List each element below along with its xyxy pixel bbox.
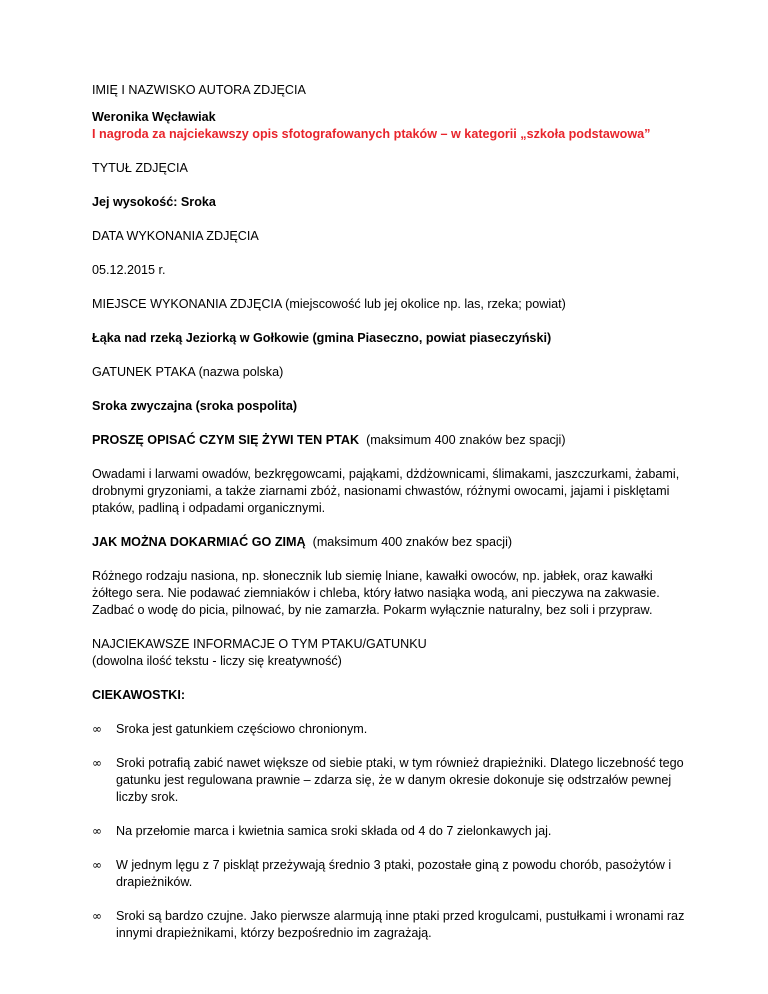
author-block <box>92 109 692 143</box>
curiosity-text: Sroki potrafią zabić nawet większe od siebie ptaki, w tym również drapieżniki. Dlatego liczebność tego gatunku jest regulowana prawnie – zdarza się, że w danym okresie dokonuje się odstrzałów pewnej liczby srok. <box>116 756 684 804</box>
infinity-bullet-icon: ∞ <box>92 824 102 838</box>
info-heading-line2: (dowolna ilość tekstu - liczy się kreatywność) <box>92 654 342 668</box>
document-body <box>92 82 692 959</box>
curiosities-list <box>92 721 692 942</box>
list-item <box>92 908 692 942</box>
species-heading: GATUNEK PTAKA (nazwa polska) <box>92 365 284 379</box>
title-heading: TYTUŁ ZDJĘCIA <box>92 161 188 175</box>
date-value: 05.12.2015 r. <box>92 263 166 277</box>
info-heading-line1: NAJCIEKAWSZE INFORMACJE O TYM PTAKU/GATUNKU <box>92 637 427 651</box>
infinity-bullet-icon: ∞ <box>92 756 102 770</box>
feed-text: Różnego rodzaju nasiona, np. słonecznik lub siemię lniane, kawałki owoców, np. jabłek, oraz kawałki żółtego sera. Nie podawać ziemniaków i chleba, który łatwo nasiąka wodą, ani pieczywa na zakwasie. Zadbać o wodę do picia, pilnować, by nie zamarzła. Pokarm wyłącznie naturalny, bez soli i przypraw. <box>92 569 660 617</box>
list-item <box>92 721 692 738</box>
list-item <box>92 823 692 840</box>
curiosity-text: Sroka jest gatunkiem częściowo chronionym. <box>116 722 368 736</box>
species-value: Sroka zwyczajna (sroka pospolita) <box>92 399 298 413</box>
date-heading: DATA WYKONANIA ZDJĘCIA <box>92 229 259 243</box>
food-heading <box>92 432 692 449</box>
food-text: Owadami i larwami owadów, bezkręgowcami, pająkami, dżdżownicami, ślimakami, jaszczurkami, żabami, drobnymi gryzoniami, a także ziarnami zbóż, nasionami chwastów, różnymi owocami, jajami i pisklętami ptaków, padliną i odpadami organicznymi. <box>92 467 680 515</box>
food-heading-note: (maksimum 400 znaków bez spacji) <box>366 433 566 447</box>
award-line: I nagroda za najciekawszy opis sfotografowanych ptaków – w kategorii „szkoła podstawowa” <box>92 127 651 141</box>
infinity-bullet-icon: ∞ <box>92 858 102 872</box>
feed-heading <box>92 534 692 551</box>
feed-heading-note: (maksimum 400 znaków bez spacji) <box>312 535 513 549</box>
place-value: Łąka nad rzeką Jeziorką w Gołkowie (gmina Piaseczno, powiat piaseczyński) <box>92 331 552 345</box>
curiosity-text: W jednym lęgu z 7 piskląt przeżywają średnio 3 ptaki, pozostałe giną z powodu chorób, pasożytów i drapieżników. <box>116 858 672 889</box>
curiosity-text: Sroki są bardzo czujne. Jako pierwsze alarmują inne ptaki przed krogulcami, pustułkami i wronami raz innymi drapieżnikami, którzy bezpośrednio im zagrażają. <box>116 909 685 940</box>
title-value: Jej wysokość: Sroka <box>92 195 216 209</box>
author-name: Weronika Węcławiak <box>92 110 216 124</box>
infinity-bullet-icon: ∞ <box>92 722 102 736</box>
info-heading <box>92 636 692 670</box>
infinity-bullet-icon: ∞ <box>92 909 102 923</box>
curiosity-text: Na przełomie marca i kwietnia samica sroki składa od 4 do 7 zielonkawych jaj. <box>116 824 552 838</box>
curiosities-heading: CIEKAWOSTKI: <box>92 688 186 702</box>
author-heading: IMIĘ I NAZWISKO AUTORA ZDJĘCIA <box>92 83 306 97</box>
place-heading: MIEJSCE WYKONANIA ZDJĘCIA (miejscowość lub jej okolice np. las, rzeka; powiat) <box>92 297 566 311</box>
feed-heading-label: JAK MOŻNA DOKARMIAĆ GO ZIMĄ <box>92 535 306 549</box>
list-item <box>92 857 692 891</box>
list-item <box>92 755 692 806</box>
food-heading-label: PROSZĘ OPISAĆ CZYM SIĘ ŻYWI TEN PTAK <box>92 433 360 447</box>
